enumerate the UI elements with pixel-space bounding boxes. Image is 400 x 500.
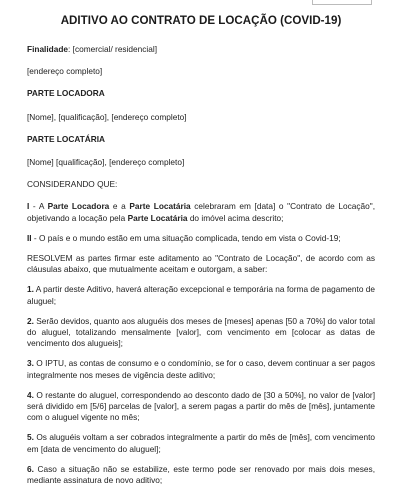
- locataria-info: [Nome] [qualificação], [endereço completo]: [27, 157, 185, 168]
- document-title: ADITIVO AO CONTRATO DE LOCAÇÃO (COVID-19): [60, 14, 342, 27]
- clause-i-text: - A: [29, 201, 48, 212]
- locadora-heading: PARTE LOCADORA: [27, 88, 105, 99]
- finalidade-label: Finalidade: [27, 44, 69, 54]
- clause-number: 3.: [27, 358, 34, 369]
- clause-number: 6.: [27, 463, 34, 474]
- clause-i: [27, 201, 375, 223]
- clause-2: [27, 316, 375, 350]
- contract-document: [27, 14, 375, 495]
- clause-i-text: e a: [109, 201, 130, 212]
- clause-text: Caso a situação não se estabilize, este termo pode ser renovado por mais dois meses, mediante assinatura de novo aditivo;: [27, 463, 375, 486]
- clause-text: Os aluguéis voltam a ser cobrados integralmente a partir do mês de [mês], com vencimento em [data de vencimento do aluguel];: [27, 432, 375, 454]
- clause-6: [27, 464, 375, 486]
- clause-text: Serão devidos, quanto aos aluguéis dos meses de [meses] apenas [50 a 70%] do valor total do aluguel, totalizando mensalmente [valor], com vencimento em [colocar as datas de vencimento dos alugueis];: [27, 315, 375, 349]
- clause-ii: [27, 233, 375, 244]
- locataria-heading: PARTE LOCATÁRIA: [27, 133, 106, 144]
- clause-i-party: Parte Locatária: [129, 201, 191, 212]
- finalidade-value: : [comercial/ residencial]: [68, 44, 158, 54]
- clause-5: [27, 432, 375, 454]
- locadora-info: [Nome], [qualificação], [endereço completo]: [27, 111, 187, 122]
- clause-number: 1.: [27, 284, 34, 295]
- finalidade-line: [27, 44, 375, 55]
- clause-text: O restante do aluguel, correspondendo ao desconto dado de [30 a 50%], no valor de [valor] será dividido em [5/6] parcelas de [valor], a serem pagas a partir do mês de [mês], juntamente com o aluguel vigente no mês;: [27, 389, 375, 423]
- clause-ii-number: II: [27, 232, 32, 243]
- clause-i-text: celebraram em [data] o "Contrato de Locação", objetivando a locação pela: [27, 201, 375, 223]
- clause-i-party: Parte Locadora: [47, 201, 110, 212]
- clause-1: [27, 284, 375, 306]
- corner-tab[interactable]: [312, 0, 372, 5]
- clause-i-text: do imóvel acima descrito;: [187, 212, 284, 223]
- resolvem-paragraph: RESOLVEM as partes firmar este aditamento ao "Contrato de Locação", de acordo com as cláusulas abaixo, que mutualmente aceitam e outorgam, a saber:: [27, 253, 375, 275]
- clause-number: 4.: [27, 389, 34, 400]
- clause-4: [27, 390, 375, 424]
- clause-i-party: Parte Locatária: [127, 212, 188, 223]
- clause-3: [27, 358, 375, 380]
- clause-ii-text: - O país e o mundo estão em uma situação complicada, tendo em vista o Covid-19;: [31, 232, 341, 243]
- clause-number: 2.: [27, 315, 34, 326]
- clause-text: O IPTU, as contas de consumo e o condomínio, se for o caso, devem continuar a ser pagos integralmente nos meses de vigência deste aditivo;: [27, 358, 375, 380]
- address-line: [endereço completo]: [27, 66, 103, 77]
- clause-i-number: I: [27, 201, 30, 212]
- clause-number: 5.: [27, 432, 34, 443]
- considerando-heading: CONSIDERANDO QUE:: [27, 179, 118, 190]
- clause-text: A partir deste Aditivo, haverá alteração excepcional e temporária na forma de pagamento de aluguel;: [27, 284, 375, 306]
